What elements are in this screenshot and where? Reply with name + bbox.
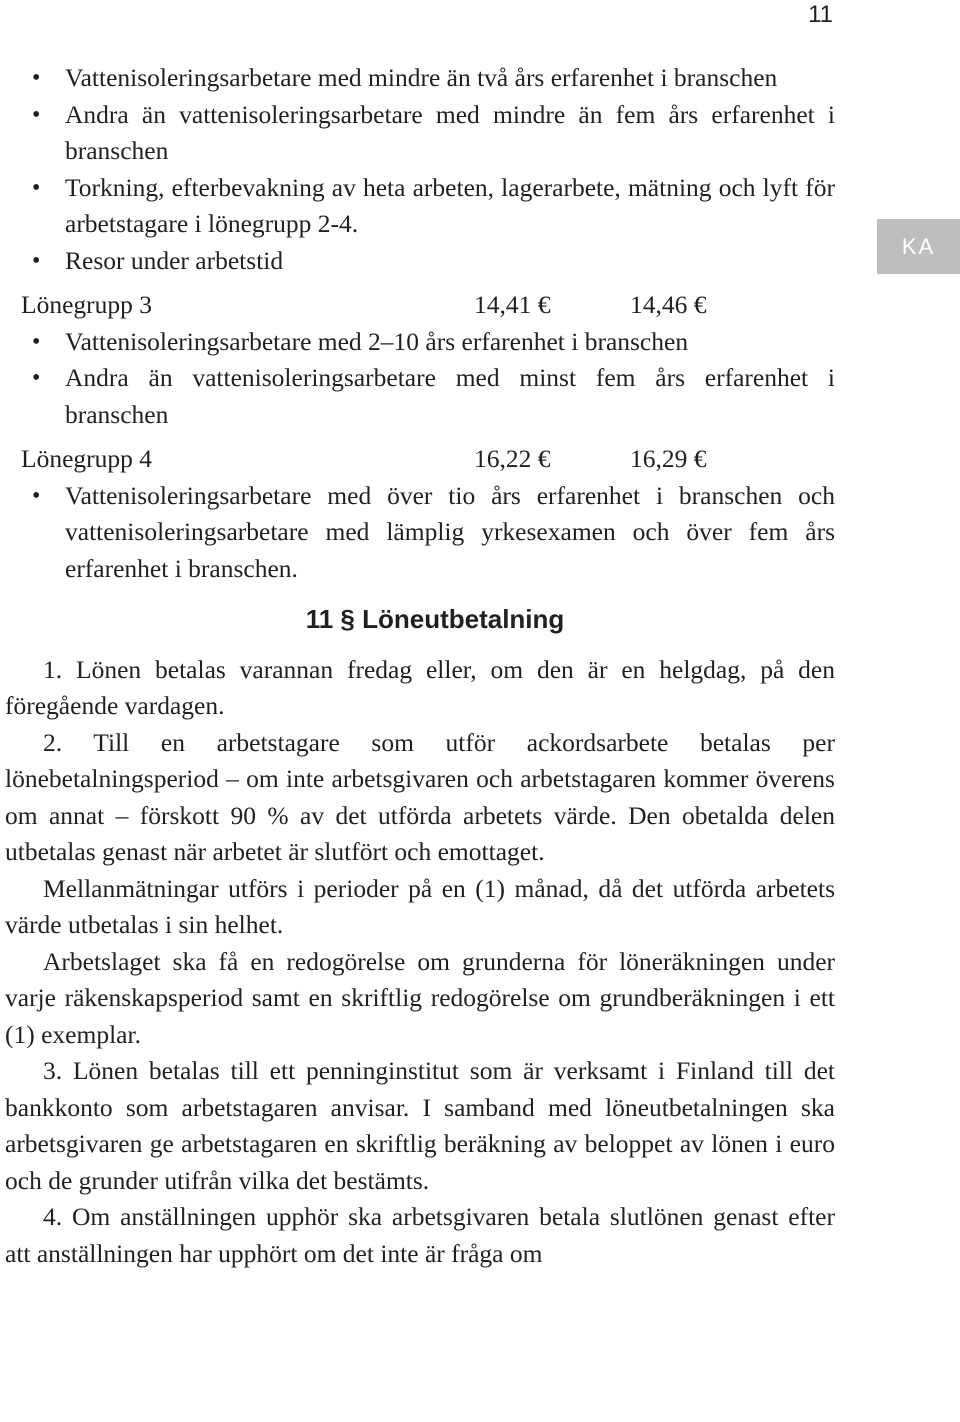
list-item: • Andra än vattenisoleringsarbetare med mindre än fem års erfarenhet i branschen xyxy=(5,97,835,170)
bullet-icon: • xyxy=(32,174,41,201)
paragraph: 1. Lönen betalas varannan fredag eller, om den är en helgdag, på den föregående vardagen. xyxy=(5,654,835,720)
paragraph: Mellanmätningar utförs i perioder på en (1) månad, då det utförda arbetets värde utbetalas i sin helhet. xyxy=(5,873,835,939)
bullet-list-group2 xyxy=(5,60,835,279)
section-tab-label: KA xyxy=(901,233,936,259)
bullet-list-group4 xyxy=(5,478,835,588)
bullet-icon: • xyxy=(32,328,41,355)
bullet-icon: • xyxy=(32,65,41,91)
list-item: • Andra än vattenisoleringsarbetare med minst fem års erfarenhet i branschen xyxy=(5,360,835,433)
wage-group-3-row xyxy=(5,287,835,324)
wage-value-1: 16,22 € xyxy=(474,444,551,473)
wage-value-2: 14,46 € xyxy=(630,290,707,319)
list-item: • Vattenisoleringsarbetare med mindre än två års erfarenhet i branschen xyxy=(5,60,835,97)
bullet-icon: • xyxy=(32,247,41,274)
list-item: • Torkning, efterbevakning av heta arbeten, lagerarbete, mätning och lyft för arbetstagare i lönegrupp 2-4. xyxy=(5,170,835,243)
list-item: • Vattenisoleringsarbetare med 2–10 års erfarenhet i branschen xyxy=(5,324,835,361)
bullet-list-group3 xyxy=(5,324,835,434)
paragraph: 3. Lönen betalas till ett penninginstitut som är verksamt i Finland till det bankkonto som arbetstagaren anvisar. I samband med löneutbetalningen ska arbetsgivaren ge arbetstagaren en skriftlig beräkning av beloppet av lönen i euro och de grunder utifrån vilka det bestämts. xyxy=(5,1056,835,1195)
document-body xyxy=(5,60,835,1272)
wage-group-4-row xyxy=(5,441,835,478)
paragraph: Arbetslaget ska få en redogörelse om grunderna för löneräkningen under varje räkenskapsperiod samt en skriftlig redogörelse om grundberäkningen i ett (1) exemplar. xyxy=(5,946,835,1049)
section-tab xyxy=(877,219,960,274)
wage-value-1: 14,41 € xyxy=(474,290,551,319)
paragraph: 4. Om anställningen upphör ska arbetsgivaren betala slutlönen genast efter att anställningen har upphört om det inte är fråga om xyxy=(5,1202,835,1268)
bullet-icon: • xyxy=(32,365,41,391)
page-number: 11 xyxy=(808,1,833,28)
wage-value-2: 16,29 € xyxy=(630,444,707,473)
bullet-icon: • xyxy=(32,482,41,509)
paragraph: 2. Till en arbetstagare som utför ackordsarbete betalas per lönebetalningsperiod – om inte arbetsgivaren och arbetstagaren kommer överens om annat – förskott 90 % av det utförda arbetets värde. Den obetalda delen utbetalas genast när arbetet är slutfört och emottaget. xyxy=(5,727,835,866)
wage-group-label: Lönegrupp 4 xyxy=(21,444,153,473)
list-item: • Resor under arbetstid xyxy=(5,243,835,280)
section-heading: 11 § Löneutbetalning xyxy=(305,604,565,634)
list-item: • Vattenisoleringsarbetare med över tio års erfarenhet i branschen och vattenisoleringsarbetare med lämplig yrkesexamen och över fem års erfarenhet i branschen. xyxy=(5,478,835,588)
wage-group-label: Lönegrupp 3 xyxy=(21,290,153,319)
bullet-icon: • xyxy=(32,101,41,128)
